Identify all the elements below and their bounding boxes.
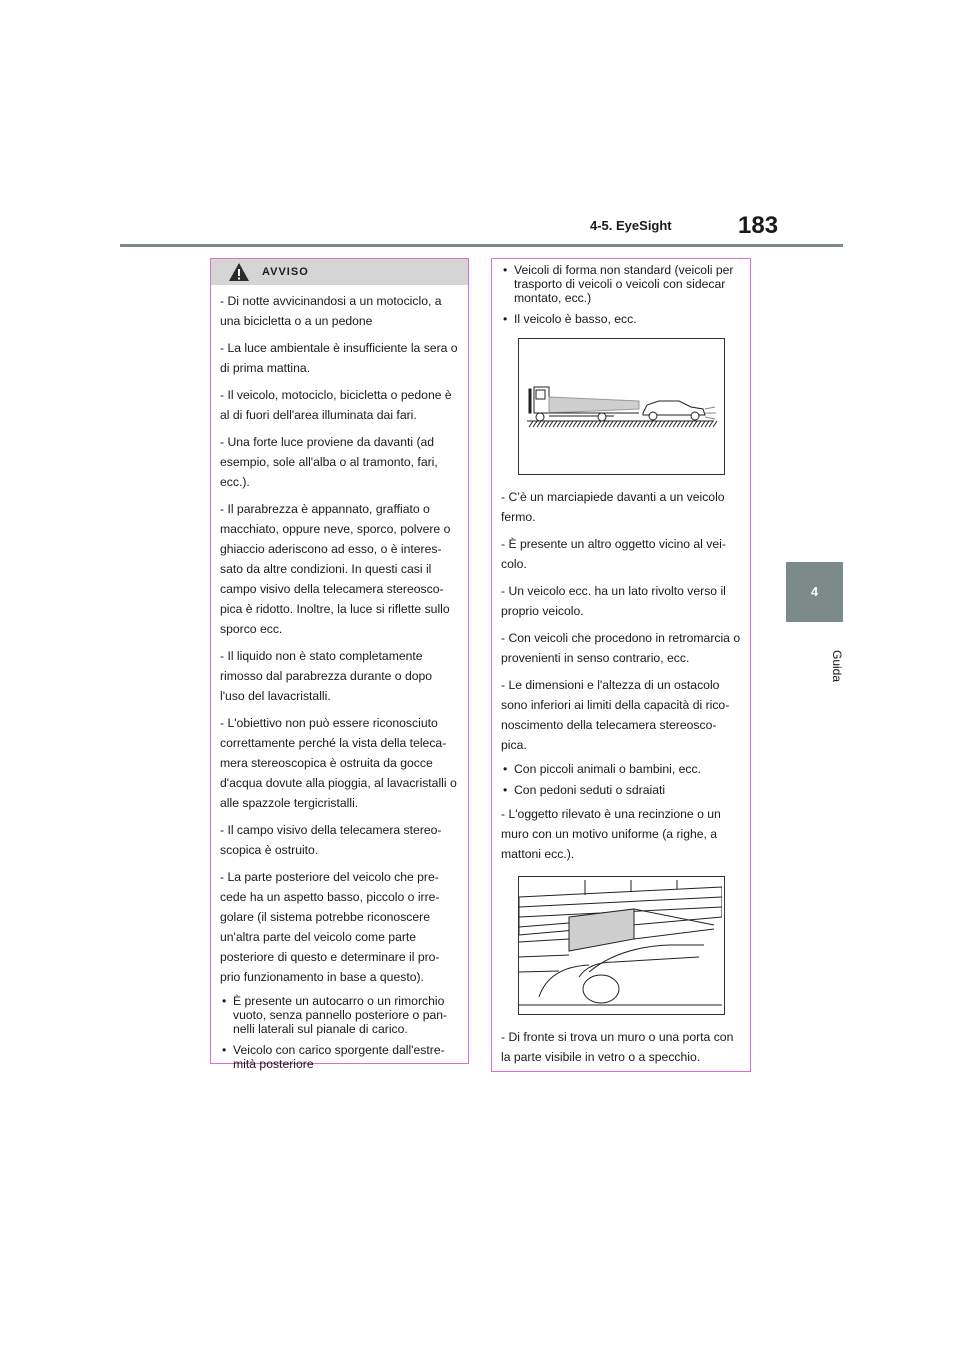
header-rule (120, 244, 843, 247)
bullet-item (501, 312, 741, 326)
paragraph (220, 338, 459, 378)
paragraph (501, 628, 741, 668)
paragraph (220, 432, 459, 492)
item-text: - Il parabrezza è appannato, graffiato o macchiato, oppure neve, sporco, polvere o ghiaccio aderiscono ad esso, o è interes-sato da altre condizioni. In questi casi il campo visivo della telecamera stereosco-pica è ridotto. Inoltre, la luce si riflette sullo sporco ecc. (220, 502, 451, 636)
item-text: È presente un autocarro o un rimorchio vuoto, senza pannello posteriore o pan-nelli laterali sul pianale di carico. (233, 994, 448, 1036)
item-text: Con pedoni seduti o sdraiati (514, 783, 666, 797)
chapter-label: Guida (830, 649, 844, 683)
item-text: - Un veicolo ecc. ha un lato rivolto verso il proprio veicolo. (501, 584, 726, 618)
item-text: Veicoli di forma non standard (veicoli per trasporto di veicoli o veicoli con sidecar montato, ecc.) (514, 263, 734, 305)
bullet-item (501, 783, 741, 797)
chapter-tab (786, 562, 843, 622)
bullet-icon: • (222, 994, 227, 1008)
paragraph (501, 581, 741, 621)
item-text: Il veicolo è basso, ecc. (514, 312, 637, 326)
item-text: Veicolo con carico sporgente dall'estre-mità posteriore (233, 1043, 445, 1071)
bullet-icon: • (503, 762, 508, 776)
item-text: - Il liquido non è stato completamente rimosso dal parabrezza durante o dopo l'uso del lavacristalli. (220, 649, 433, 703)
item-text: - La parte posteriore del veicolo che pre-cede ha un aspetto basso, piccolo o irre-golare (il sistema potrebbe riconoscere un'altra parte del veicolo come parte posteriore di questo e determinare il pro-prio funzionamento in base a questo). (220, 870, 440, 984)
item-text: - Le dimensioni e l'altezza di un ostacolo sono inferiori ai limiti della capacità di rico-noscimento della telecamera stereosco-pica. (501, 678, 730, 752)
paragraph (501, 487, 741, 527)
warning-header (211, 259, 468, 285)
item-text: - Di fronte si trova un muro o una porta con la parte visibile in vetro o a specchio. (501, 1030, 734, 1064)
bullet-item (220, 994, 459, 1036)
item-text: - C’è un marciapiede davanti a un veicolo fermo. (501, 490, 725, 524)
warning-icon (228, 262, 250, 287)
item-text: Con piccoli animali o bambini, ecc. (514, 762, 701, 776)
page-number: 183 (738, 212, 779, 239)
item-text: - L'oggetto rilevato è una recinzione o un muro con un motivo uniforme (a righe, a mattoni ecc.). (501, 807, 721, 861)
bullet-item (220, 1043, 459, 1071)
item-text: - Di notte avvicinandosi a un motociclo, a una bicicletta o a un pedone (220, 294, 442, 328)
list-b (501, 487, 741, 864)
paragraph (220, 646, 459, 706)
warning-title: AVVISO (262, 266, 309, 278)
paragraph (220, 385, 459, 425)
section-title: 4-5. EyeSight (590, 218, 672, 233)
paragraph (501, 1027, 741, 1067)
bullet-icon: • (503, 783, 508, 797)
figure-car-carrier (518, 338, 725, 475)
bullet-icon: • (503, 263, 508, 277)
paragraph (220, 820, 459, 860)
item-text: - Una forte luce proviene da davanti (ad esempio, sole all'alba o al tramonto, fari, ecc.). (220, 435, 438, 489)
bullet-item (501, 263, 741, 305)
bullet-icon: • (503, 312, 508, 326)
paragraph (501, 804, 741, 864)
warning-body (211, 285, 468, 1071)
bullet-icon: • (222, 1043, 227, 1057)
paragraph (501, 534, 741, 574)
item-text: - La luce ambientale è insufficiente la sera o di prima mattina. (220, 341, 458, 375)
item-text: - Con veicoli che procedono in retromarcia o provenienti in senso contrario, ecc. (501, 631, 741, 665)
paragraph (220, 499, 459, 639)
paragraph (220, 291, 459, 331)
item-text: - Il veicolo, motociclo, bicicletta o pedone è al di fuori dell'area illuminata dai fari. (220, 388, 452, 422)
item-text: - È presente un altro oggetto vicino al vei-colo. (501, 537, 726, 571)
item-text: - Il campo visivo della telecamera stereo-scopica è ostruito. (220, 823, 442, 857)
warning-box (210, 258, 469, 1071)
figure-brick-wall (518, 876, 725, 1015)
paragraph (501, 675, 741, 755)
paragraph (220, 713, 459, 813)
right-body (492, 259, 750, 1067)
chapter-number: 4 (810, 584, 819, 599)
right-column (491, 258, 751, 1072)
list-c (501, 1027, 741, 1067)
list-a (501, 263, 741, 326)
item-text: - L'obiettivo non può essere riconosciuto correttamente perché la vista della teleca-mera stereoscopica è ostruita da gocce d'acqua dovute alla pioggia, al lavacristalli o alle spazzole tergicristalli. (220, 716, 457, 810)
paragraph (220, 867, 459, 987)
bullet-item (501, 762, 741, 776)
